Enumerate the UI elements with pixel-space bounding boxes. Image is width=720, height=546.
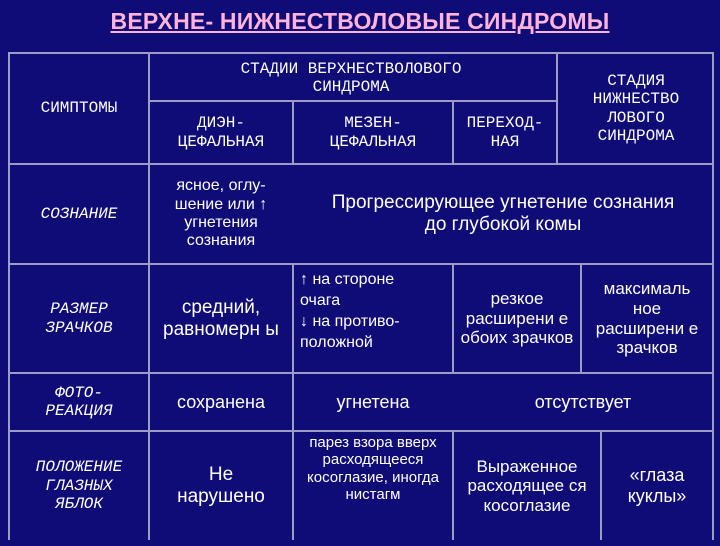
divider <box>712 52 714 540</box>
photoreaction-mesencephalic: угнетена <box>336 391 410 412</box>
row-label-pupil-size: РАЗМЕР ЗРАЧКОВ <box>45 300 113 337</box>
consciousness-diencephalic: ясное, оглу- шение или ↑ угнетения сознания <box>174 177 268 250</box>
pupil-size-mesencephalic-line: очага <box>300 292 341 310</box>
header-upper-stages: СТАДИИ ВЕРХНЕСТВОЛОВОГО СИНДРОМА <box>240 59 462 96</box>
header-diencephalic: ДИЭН- ЦЕФАЛЬНАЯ <box>177 114 265 151</box>
pupil-size-mesencephalic-line: положной <box>300 334 373 352</box>
pupil-size-mesencephalic-line: ↑ на стороне <box>300 271 395 288</box>
eye-position-mesencephalic: парез взора вверх расходящееся косоглазие, иногда нистагм <box>307 434 439 503</box>
photoreaction-rest: отсутствует <box>534 391 632 412</box>
pupil-size-transitional: резкое расширени е обоих зрачков <box>460 289 574 348</box>
row-label-eye-position: ПОЛОЖЕНИЕ ГЛАЗНЫХ ЯБЛОК <box>35 458 123 514</box>
pupil-size-mesencephalic <box>300 269 450 353</box>
page-title: ВЕРХНЕ- НИЖНЕСТВОЛОВЫЕ СИНДРОМЫ <box>110 8 610 34</box>
photoreaction-diencephalic: сохранена <box>177 391 265 412</box>
pupil-size-mesencephalic-line: ↓ на противо- <box>300 313 400 331</box>
pupil-size-diencephalic: средний, равномерн ы <box>163 296 279 340</box>
header-symptoms: СИМПТОМЫ <box>40 99 118 118</box>
divider <box>556 52 558 163</box>
pupil-size-lower: максималь ное расширени е зрачков <box>595 279 699 358</box>
header-transitional: ПЕРЕХОД- НАЯ <box>466 114 544 151</box>
row-label-photoreaction: ФОТО- РЕАКЦИЯ <box>45 383 113 420</box>
row-label-consciousness: СОЗНАНИЕ <box>40 204 118 223</box>
eye-position-diencephalic: Не нарушено <box>177 464 265 507</box>
header-mesencephalic: МЕЗЕН- ЦЕФАЛЬНАЯ <box>329 114 417 151</box>
eye-position-lower: «глаза куклы» <box>627 465 687 506</box>
eye-position-transitional: Выраженное расходящее ся косоглазие <box>467 456 587 515</box>
consciousness-rest: Прогрессирующее угнетение сознания до глубокой комы <box>331 192 675 235</box>
header-lower-stage: СТАДИЯ НИЖНЕСТВО ЛОВОГО СИНДРОМА <box>592 71 680 145</box>
